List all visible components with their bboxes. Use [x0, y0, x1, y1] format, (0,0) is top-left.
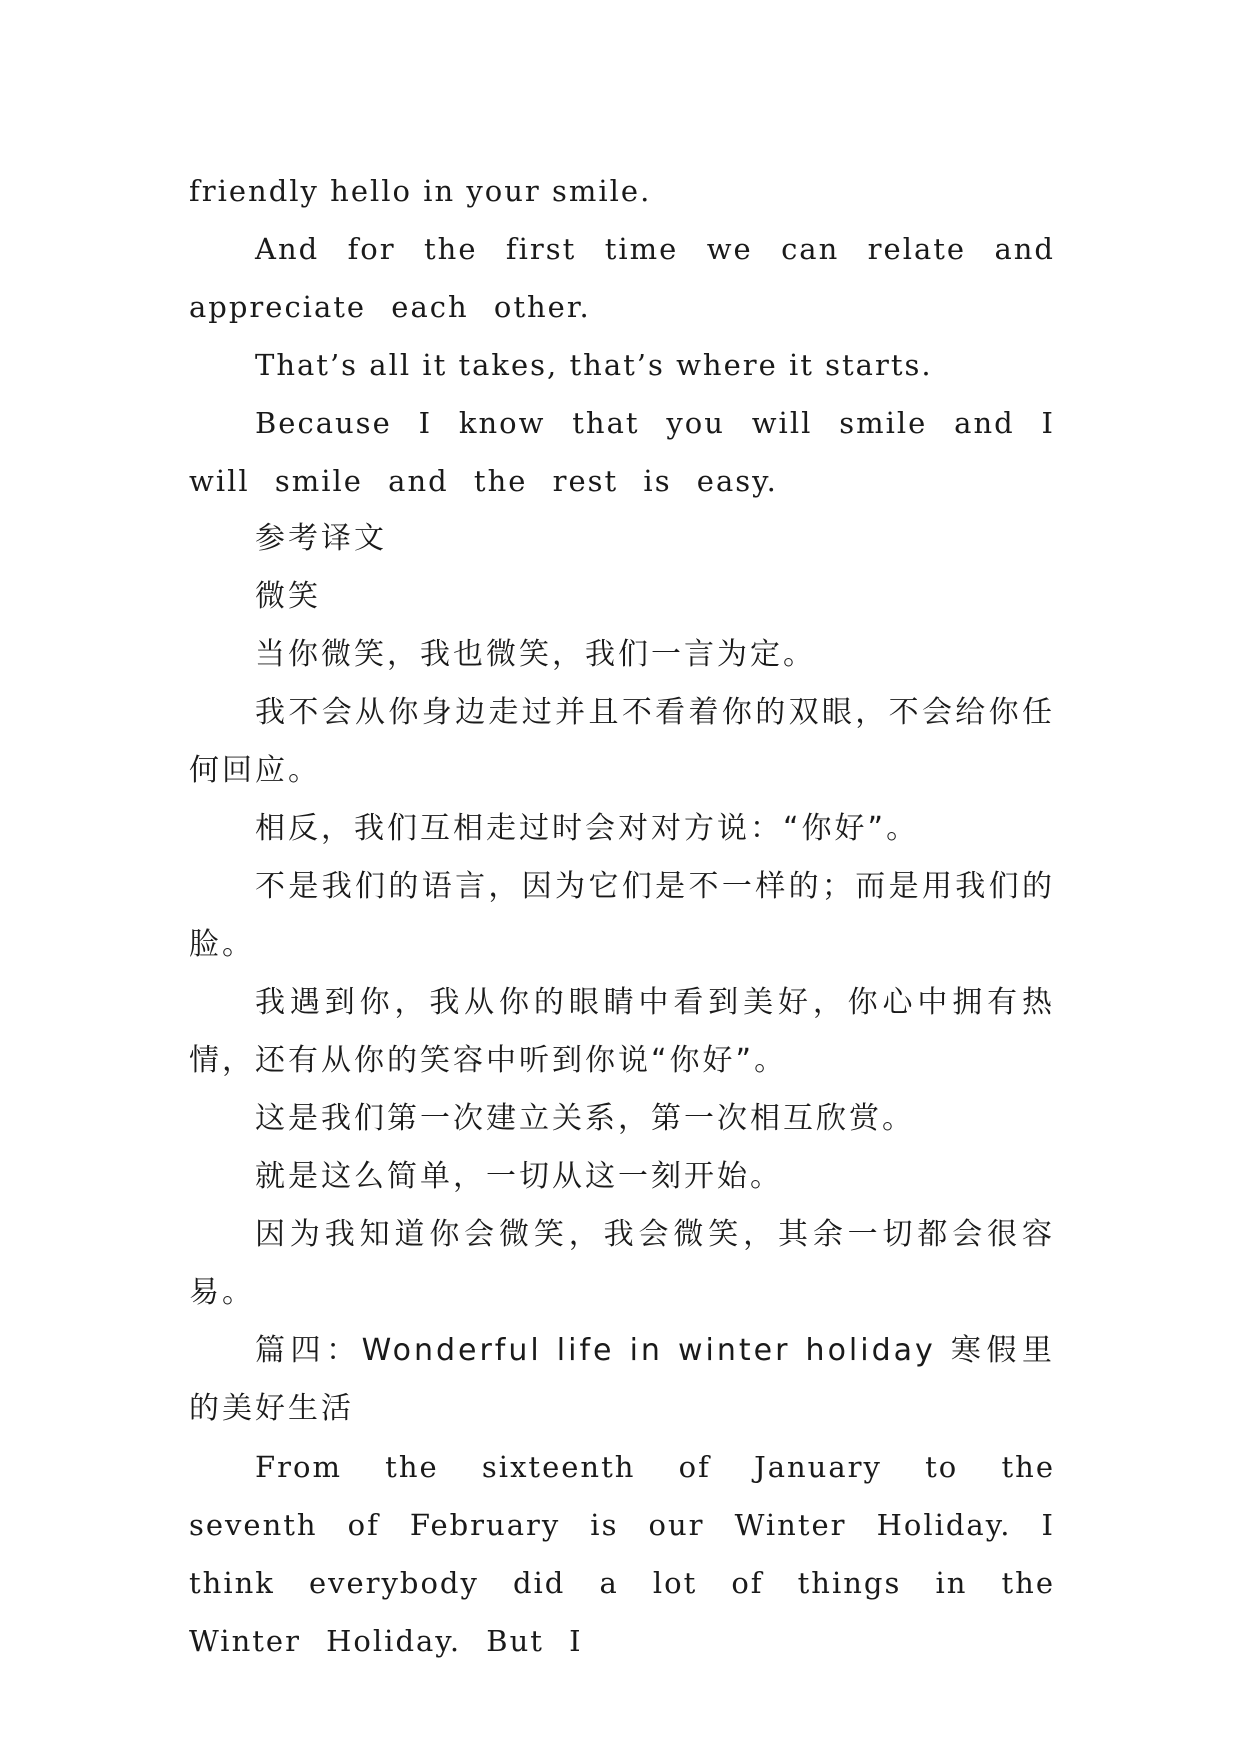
paragraph-16: From the sixteenth of January to the seventh of February is our Winter Holiday. I think everybody did a lot of things in the Winter Holiday. But I: [189, 1450, 1055, 1658]
paragraph-12: 这是我们第一次建立关系，第一次相互欣赏。: [255, 1101, 915, 1136]
paragraph-11: 我遇到你，我从你的眼睛中看到美好，你心中拥有热情，还有从你的笑容中听到你说“你好”。: [189, 985, 1055, 1078]
paragraph-10: 不是我们的语言，因为它们是不一样的；而是用我们的脸。: [189, 869, 1055, 962]
paragraph-13: 就是这么简单，一切从这一刻开始。: [255, 1159, 783, 1194]
paragraph-2: And for the first time we can relate and appreciate each other.: [189, 232, 1055, 324]
paragraph-3: That’s all it takes, that’s where it starts.: [255, 348, 933, 382]
paragraph-6: 微笑: [255, 579, 321, 614]
paragraph-5: 参考译文: [255, 521, 387, 556]
paragraph-14: 因为我知道你会微笑，我会微笑，其余一切都会很容易。: [189, 1217, 1055, 1310]
paragraph-4: Because I know that you will smile and I will smile and the rest is easy.: [189, 406, 1055, 498]
paragraph-7: 当你微笑，我也微笑，我们一言为定。: [255, 637, 816, 672]
paragraph-8: 我不会从你身边走过并且不看着你的双眼，不会给你任何回应。: [189, 695, 1055, 788]
section-heading: 篇四：Wonderful life in winter holiday 寒假里的美好生活: [189, 1333, 1055, 1426]
paragraph-9: 相反，我们互相走过时会对对方说：“你好”。: [255, 811, 920, 846]
document-body: [189, 162, 1055, 1670]
paragraph-1: friendly hello in your smile.: [189, 174, 652, 208]
